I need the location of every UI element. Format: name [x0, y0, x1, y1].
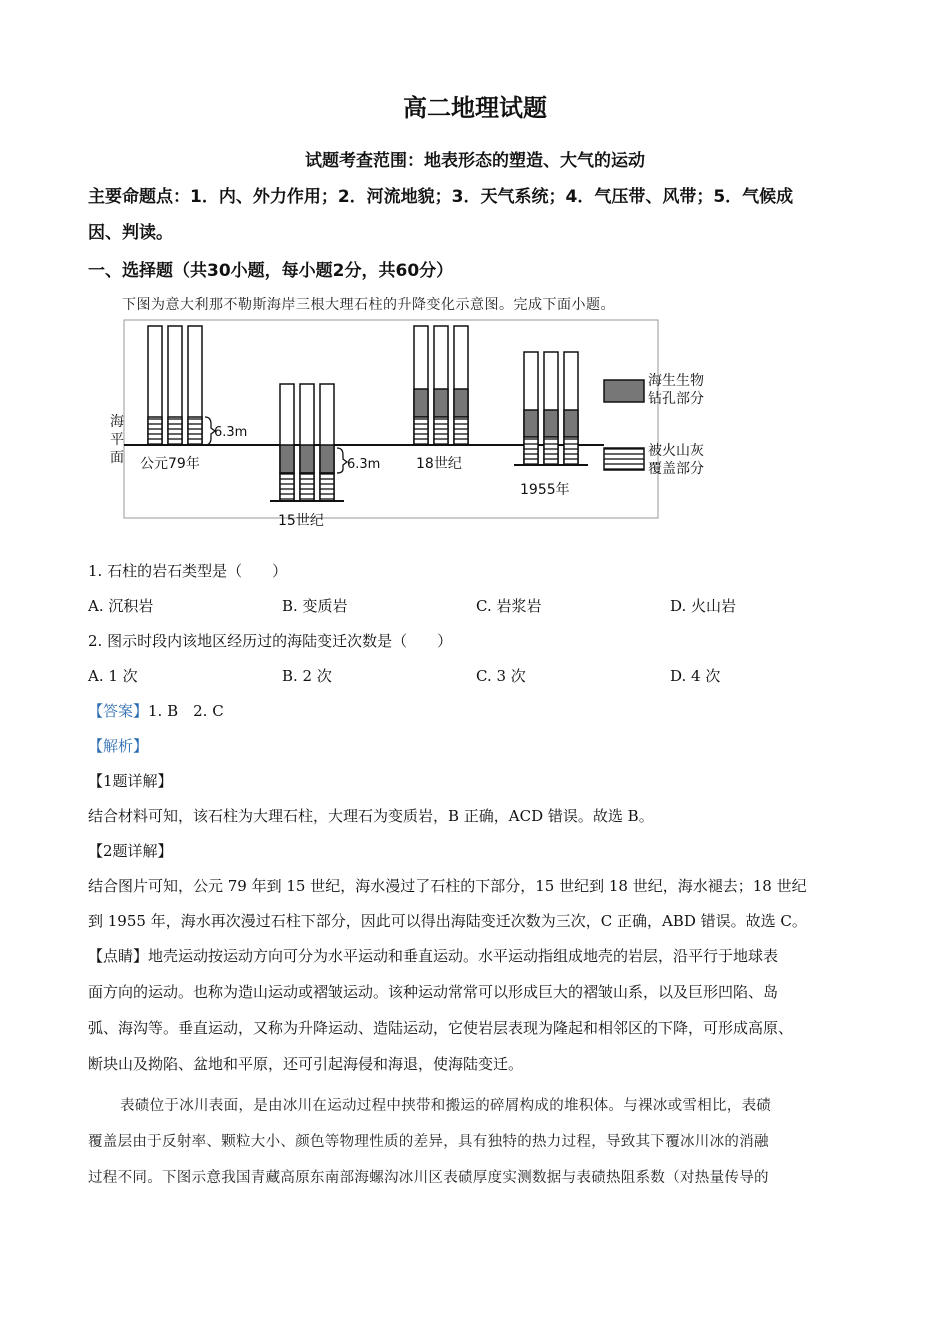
- figure-intro: 下图为意大利那不勒斯海岸三根大理石柱的升降变化示意图。完成下面小题。: [122, 297, 615, 313]
- sea-level-label-3: 面: [110, 450, 124, 466]
- q1-option-a: A. 沉积岩: [88, 597, 154, 615]
- height-label-2: 6.3m: [347, 457, 381, 472]
- stage-label-15th-century: 15世纪: [278, 513, 324, 529]
- legend-ash-label-2: 覆盖部分: [648, 461, 704, 477]
- detail2-tag: 【2题详解】: [88, 842, 173, 860]
- columns-1955: [514, 352, 588, 465]
- marble-columns-figure: [104, 318, 704, 530]
- q2-option-b: B. 2 次: [282, 667, 332, 685]
- page-title: 高二地理试题: [403, 94, 547, 122]
- passage-line1: 表碛位于冰川表面，是由冰川在运动过程中挟带和搬运的碎屑构成的堆积体。与裸冰或雪相比，表碛: [120, 1098, 772, 1114]
- sea-level-label-2: 平: [110, 432, 124, 448]
- q2-option-a: A. 1 次: [88, 667, 138, 685]
- detail2-line1: 结合图片可知，公元 79 年到 15 世纪，海水漫过了石柱的下部分，15 世纪到 18 世纪，海水褪去；18 世纪: [88, 877, 807, 895]
- columns-79ad: [148, 326, 215, 445]
- stage-label-79ad: 公元79年: [140, 456, 200, 472]
- q1-option-d: D. 火山岩: [670, 597, 737, 615]
- stage-label-18th-century: 18世纪: [416, 456, 462, 472]
- stage-label-1955: 1955年: [520, 482, 570, 498]
- section-header: 一、选择题（共30小题，每小题2分，共60分）: [88, 261, 454, 281]
- tip-line3: 弧、海沟等。垂直运动，又称为升降运动、造陆运动，它使岩层表现为隆起和相邻区的下降，可形成高原、: [88, 1019, 794, 1037]
- columns-18th-century: [414, 326, 468, 445]
- answer-row: [88, 700, 224, 721]
- q2-option-d: D. 4 次: [670, 667, 721, 685]
- q1-option-b: B. 变质岩: [282, 597, 348, 615]
- tip-text-1: 地壳运动按运动方向可分为水平运动和垂直运动。水平运动指组成地壳的岩层，沿平行于地球表: [148, 947, 779, 965]
- exam-scope: 试题考查范围：地表形态的塑造、大气的运动: [305, 151, 645, 171]
- q2-stem: 2. 图示时段内该地区经历过的海陆变迁次数是（ ）: [88, 632, 453, 650]
- legend-bored-label-1: 海生生物: [648, 373, 704, 389]
- answer-tag: 【答案】: [88, 702, 149, 720]
- passage-line3: 过程不同。下图示意我国青藏高原东南部海螺沟冰川区表碛厚度实测数据与表碛热阻系数（对热量传导的: [88, 1170, 769, 1186]
- q1-option-c: C. 岩浆岩: [476, 597, 542, 615]
- q1-stem: 1. 石柱的岩石类型是（ ）: [88, 562, 288, 580]
- tip-line2: 面方向的运动。也称为造山运动或褶皱运动。该种运动常常可以形成巨大的褶皱山系，以及巨形凹陷、岛: [88, 983, 779, 1001]
- legend-bored-label-2: 钻孔部分: [648, 391, 704, 407]
- analysis-tag: 【解析】: [88, 737, 149, 755]
- legend-ash-swatch: [604, 448, 644, 470]
- q2-option-c: C. 3 次: [476, 667, 526, 685]
- answer-text: 1. B 2. C: [148, 702, 224, 720]
- legend-bored-swatch: [604, 380, 644, 402]
- detail1-tag: 【1题详解】: [88, 772, 173, 790]
- tip-tag: 【点睛】: [88, 947, 149, 965]
- legend-ash-label-1: 被火山灰: [648, 443, 704, 459]
- columns-15th-century: [270, 384, 347, 501]
- tip-line1: [88, 945, 778, 966]
- detail1-text: 结合材料可知，该石柱为大理石柱，大理石为变质岩，B 正确，ACD 错误。故选 B。: [88, 807, 654, 825]
- key-points-line1: 主要命题点：1．内、外力作用；2．河流地貌；3．天气系统；4．气压带、风带；5．气候成: [88, 187, 794, 207]
- key-points-line2: 因、判读。: [88, 223, 173, 243]
- sea-level-label-1: 海: [110, 414, 124, 430]
- tip-line4: 断块山及拗陷、盆地和平原，还可引起海侵和海退，使海陆变迁。: [88, 1055, 524, 1073]
- detail2-line2: 到 1955 年，海水再次漫过石柱下部分，因此可以得出海陆变迁次数为三次，C 正确，ABD 错误。故选 C。: [88, 912, 807, 930]
- height-label-1: 6.3m: [214, 425, 248, 440]
- passage-line2: 覆盖层由于反射率、颗粒大小、颜色等物理性质的差异，具有独特的热力过程，导致其下覆冰川冰的消融: [88, 1134, 769, 1150]
